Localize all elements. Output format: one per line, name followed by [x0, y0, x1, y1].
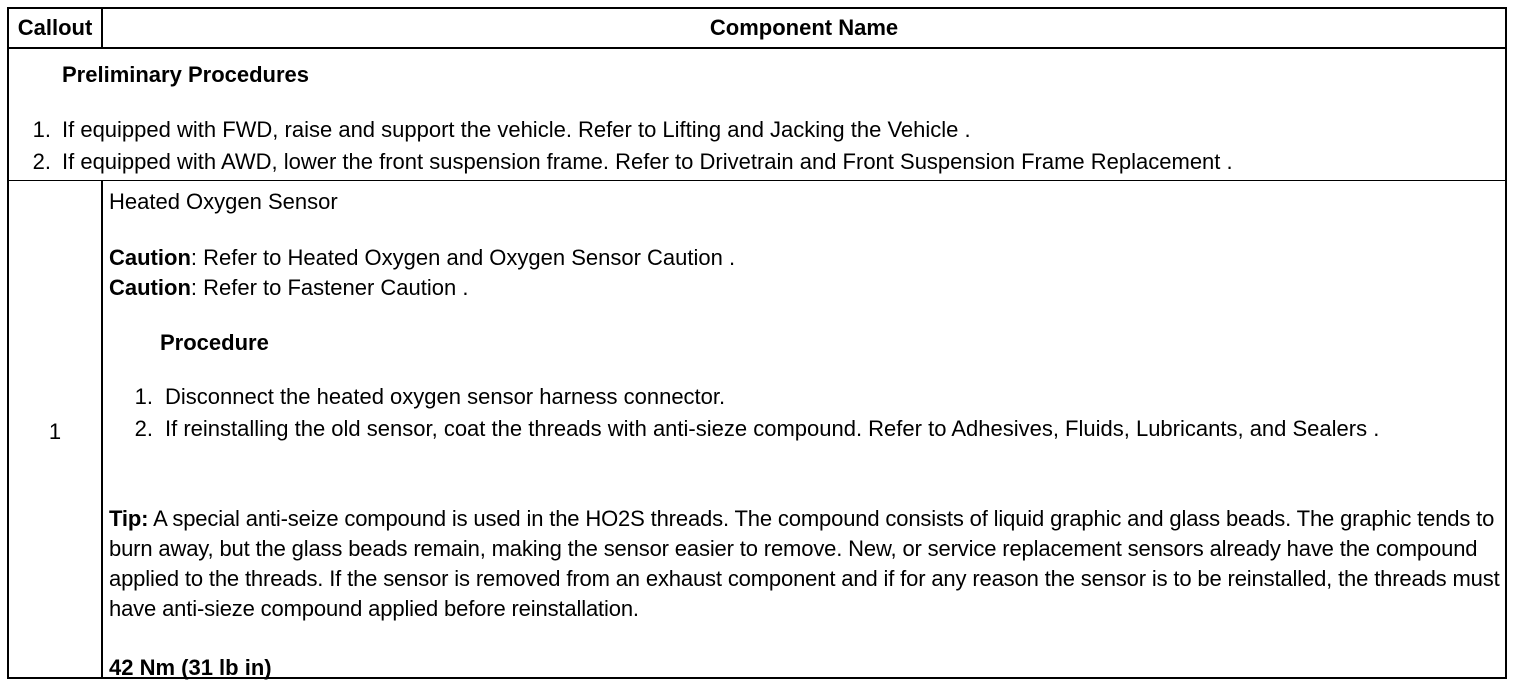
caution-text: : Refer to Heated Oxygen and Oxygen Sensor Caution .: [190, 245, 736, 270]
procedure-table: [7, 7, 1507, 679]
caution-label: Caution: [109, 245, 191, 270]
callout-number: 1: [48, 419, 62, 444]
step-number: 1.: [134, 384, 153, 409]
step-text: Disconnect the heated oxygen sensor harness connector.: [165, 384, 726, 409]
step-number: 2.: [134, 416, 153, 441]
component-name: Heated Oxygen Sensor: [109, 189, 338, 214]
step-text: If reinstalling the old sensor, coat the threads with anti-sieze compound. Refer to Adhesives, Fluids, Lubricants, and Sealers .: [165, 416, 1380, 441]
tip-paragraph: [109, 504, 1509, 624]
caution-label: Caution: [109, 275, 191, 300]
step-number: 1.: [32, 117, 51, 142]
component-name-column-header: Component Name: [709, 15, 899, 40]
step-text: If equipped with FWD, raise and support the vehicle. Refer to Lifting and Jacking the Vehicle .: [62, 117, 971, 142]
step-text: If equipped with AWD, lower the front suspension frame. Refer to Drivetrain and Front Suspension Frame Replacement .: [62, 149, 1233, 174]
caution-line: [109, 245, 735, 271]
procedure-title: Procedure: [160, 330, 269, 355]
component-cell: [103, 181, 1505, 680]
caution-text: : Refer to Fastener Caution .: [190, 275, 469, 300]
caution-line: [109, 275, 468, 301]
tip-text: A special anti-seize compound is used in the HO2S threads. The compound consists of liquid graphic and glass beads. The graphic tends to burn away, but the glass beads remain, making the sensor easier to remove. New, or service replacement sensors already have the compound applied to the threads. If the sensor is removed from an exhaust component and if for any reason the sensor is to be reinstalled, the threads must have anti-sieze compound applied before reinstallation.: [109, 506, 1500, 621]
callout-column-header: Callout: [9, 9, 103, 47]
step-number: 2.: [32, 149, 51, 174]
torque-spec: 42 Nm (31 lb in): [109, 655, 272, 680]
component-row: [9, 181, 1505, 680]
callout-cell: [9, 181, 103, 677]
tip-label: Tip:: [109, 506, 149, 531]
preliminary-procedures-title: Preliminary Procedures: [62, 62, 310, 87]
preliminary-procedures-row: [9, 49, 1505, 181]
table-header-row: [9, 9, 1505, 49]
